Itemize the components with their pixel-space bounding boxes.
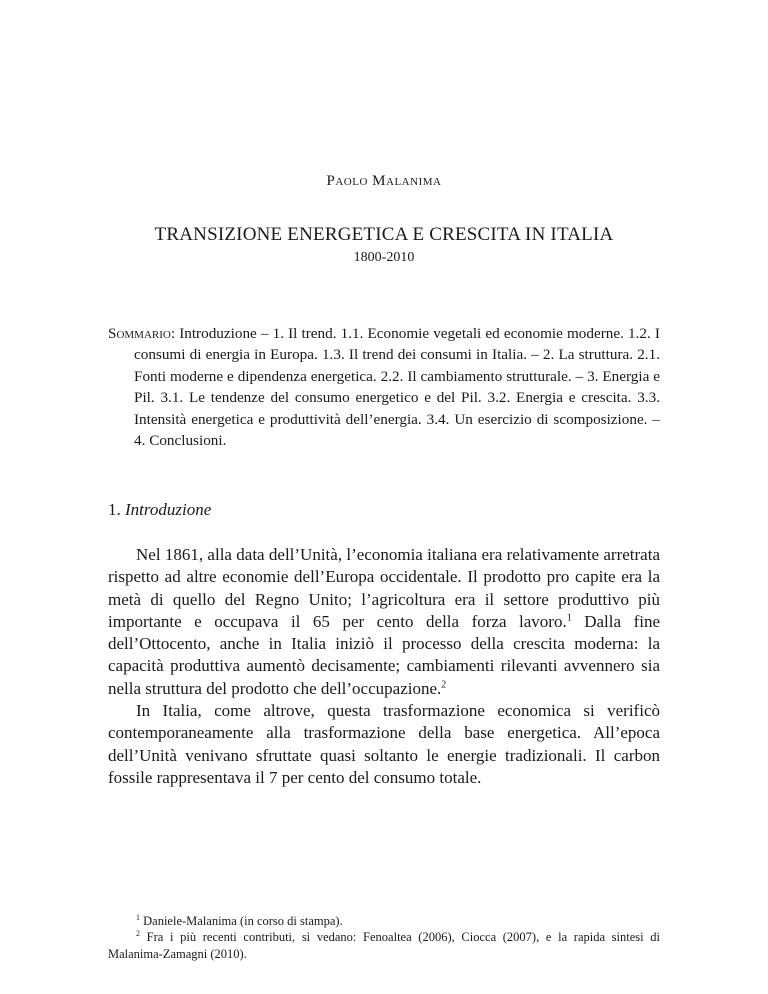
summary-label: Sommario [108, 325, 171, 342]
footnotes [108, 913, 660, 962]
body-text [108, 544, 660, 789]
section-heading [108, 500, 211, 520]
article-title: TRANSIZIONE ENERGETICA E CRESCITA IN ITALIA [154, 224, 614, 245]
footnote-ref-2: 2 [441, 679, 447, 691]
paragraph-1: Nel 1861, alla data dell’Unità, l’economia italiana era relativamente arretrata rispetto ad altre economie dell’Europa occidentale. Il prodotto pro capite era la metà di quello del Regno Unito; l’agricoltura era il settore produttivo più importante e occupava il 65 per cento della forza lavoro.$^1$ Dalla fine dell’Ottocento, anche in Italia iniziò il processo della crescita moderna: la capacità produttiva aumentò decisamente; cambiamenti rilevanti avvennero sia nella struttura del prodotto che dell’occupazione.$^2$ [108, 545, 660, 698]
section-title: Introduzione [125, 500, 212, 519]
paragraph-2: In Italia, come altrove, questa trasformazione economica si verificò contemporaneamente alla trasformazione della base energetica. All’epoca dell’Unità venivano sfruttate quasi soltanto le energie tradizionali. Il carbon fossile rappresentava il 7 per cento del consumo totale. [108, 701, 660, 787]
footnote-ref-1: 1 [566, 612, 572, 624]
author-name: Paolo Malanima [326, 173, 442, 189]
footnote-2: $^2$ Fra i più recenti contributi, si vedano: Fenoaltea (2006), Ciocca (2007), e la rapida sintesi di Malanima-Zamagni (2010). [108, 929, 660, 961]
footnote-1: $^1$ Daniele-Malanima (in corso di stampa). [136, 912, 343, 928]
article-subtitle: 1800-2010 [353, 250, 415, 265]
section-number: 1. [108, 500, 121, 519]
summary-text: Introduzione – 1. Il trend. 1.1. Economie vegetali ed economie moderne. 1.2. I consumi di energia in Europa. 1.3. Il trend dei consumi in Italia. – 2. La struttura. 2.1. Fonti moderne e dipendenza energetica. 2.2. Il cambiamento strutturale. – 3. Energia e Pil. 3.1. Le tendenze del consumo energetico e del Pil. 3.2. Energia e crescita. 3.3. Intensità energetica e produttività dell’energia. 3.4. Un esercizio di scomposizione. – 4. Conclusioni. [134, 325, 660, 450]
summary: Sommario: Introduzione – 1. Il trend. 1.1. Economie vegetali ed economie moderne. 1.2. I consumi di energia in Europa. 1.3. Il trend dei consumi in Italia. – 2. La struttura. 2.1. Fonti moderne e dipendenza energetica. 2.2. Il cambiamento strutturale. – 3. Energia e Pil. 3.1. Le tendenze del consumo energetico e del Pil. 3.2. Energia e crescita. 3.3. Intensità energetica e produttività dell’energia. 3.4. Un esercizio di scomposizione. – 4. Conclusioni. [108, 325, 660, 450]
